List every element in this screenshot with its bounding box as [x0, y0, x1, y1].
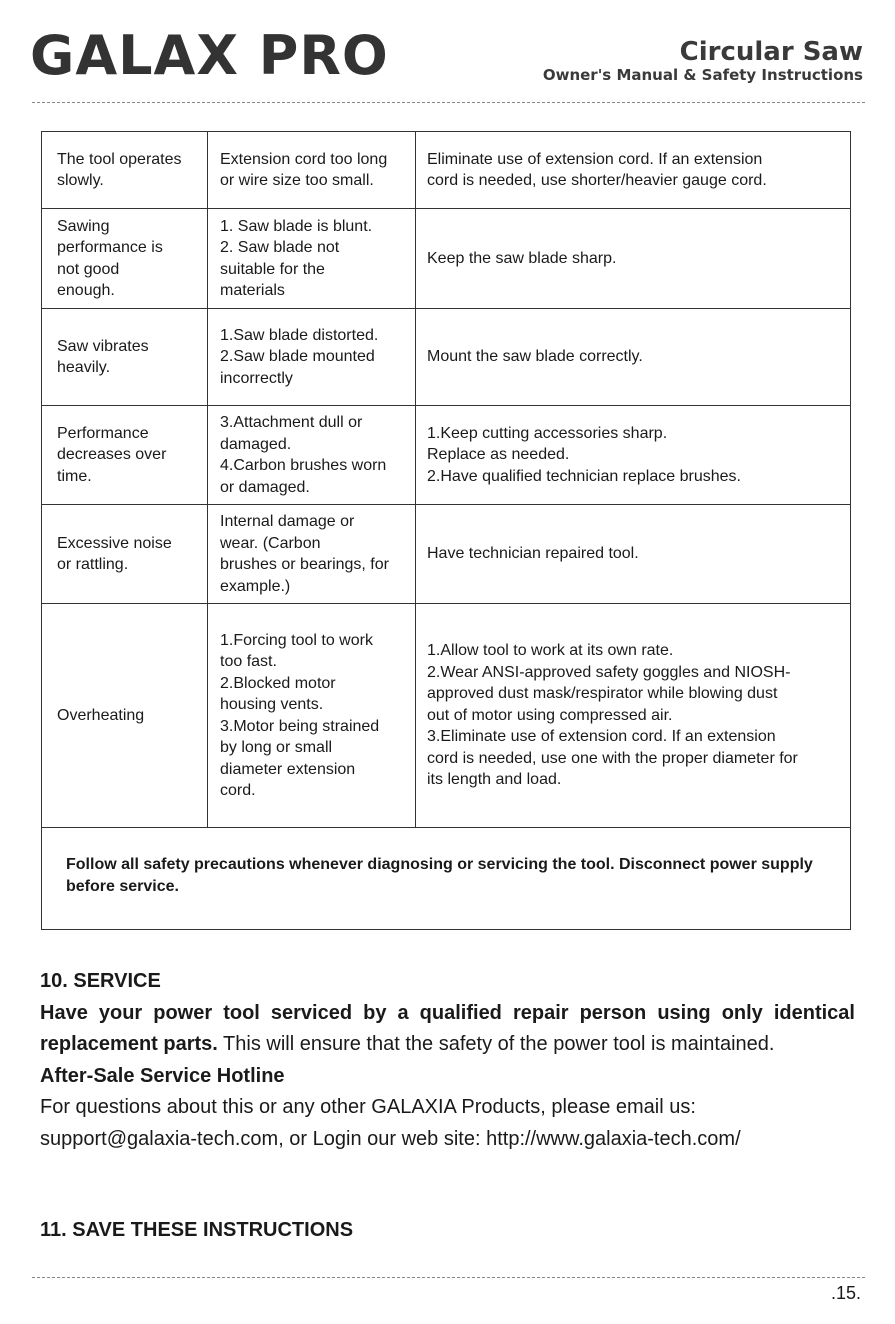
cause-cell: 1.Forcing tool to work too fast. 2.Blocked motor housing vents. 3.Motor being strained by long or small diameter extension cord. — [208, 604, 416, 828]
solution-cell: 1.Keep cutting accessories sharp. Replace as needed. 2.Have qualified technician replace brushes. — [416, 406, 851, 505]
service-paragraph — [40, 998, 855, 1061]
hotline-line: For questions about this or any other GALAXIA Products, please email us: — [40, 1096, 696, 1118]
cause-cell: 3.Attachment dull or damaged. 4.Carbon brushes worn or damaged. — [208, 406, 416, 505]
page-number: .15. — [830, 1283, 861, 1303]
safety-note: Follow all safety precautions whenever diagnosing or servicing the tool. Disconnect power supply before service. — [42, 828, 851, 930]
header-divider — [32, 102, 865, 103]
service-bold-text: Have your power tool serviced by a qualified repair person using only identical replacement parts. — [40, 1001, 855, 1055]
brand-logo: GALAX PRO — [30, 24, 389, 87]
hotline-heading: After-Sale Service Hotline — [40, 1064, 285, 1087]
cause-cell: 1. Saw blade is blunt. 2. Saw blade not suitable for the materials — [208, 209, 416, 309]
table-row — [42, 505, 851, 604]
cause-cell: Internal damage or wear. (Carbon brushes or bearings, for example.) — [208, 505, 416, 604]
solution-cell: Eliminate use of extension cord. If an extension cord is needed, use shorter/heavier gauge cord. — [416, 132, 851, 209]
problem-cell: Excessive noise or rattling. — [42, 505, 208, 604]
service-text: This will ensure that the safety of the power tool is maintained. — [217, 1033, 775, 1055]
problem-cell: Overheating — [42, 604, 208, 828]
footer-divider — [32, 1277, 865, 1278]
problem-cell: Saw vibrates heavily. — [42, 309, 208, 406]
solution-cell: Keep the saw blade sharp. — [416, 209, 851, 309]
solution-cell: Have technician repaired tool. — [416, 505, 851, 604]
table-row — [42, 132, 851, 209]
troubleshooting-table — [41, 131, 851, 930]
table-row — [42, 604, 851, 828]
problem-cell: Performance decreases over time. — [42, 406, 208, 505]
safety-note-row — [42, 828, 851, 930]
problem-cell: The tool operates slowly. — [42, 132, 208, 209]
table-row — [42, 406, 851, 505]
table-row — [42, 309, 851, 406]
product-subtitle: Owner's Manual & Safety Instructions — [542, 66, 863, 84]
product-header — [543, 38, 863, 84]
service-heading: 10. SERVICE — [40, 970, 161, 992]
product-title: Circular Saw — [679, 37, 863, 67]
solution-cell: Mount the saw blade correctly. — [416, 309, 851, 406]
table-row — [42, 209, 851, 309]
solution-cell: 1.Allow tool to work at its own rate. 2.Wear ANSI-approved safety goggles and NIOSH- approved dust mask/respirator while blowing dust out of motor using compressed air. 3.Eliminate use of extension cord. If an extension cord is needed, use one with the proper diameter for its length and load. — [416, 604, 851, 828]
save-section — [40, 1215, 855, 1247]
problem-cell: Sawing performance is not good enough. — [42, 209, 208, 309]
cause-cell: 1.Saw blade distorted. 2.Saw blade mounted incorrectly — [208, 309, 416, 406]
service-section — [40, 966, 855, 1155]
save-heading: 11. SAVE THESE INSTRUCTIONS — [40, 1219, 354, 1241]
hotline-contact: support@galaxia-tech.com, or Login our web site: http://www.galaxia-tech.com/ — [40, 1127, 741, 1150]
cause-cell: Extension cord too long or wire size too small. — [208, 132, 416, 209]
